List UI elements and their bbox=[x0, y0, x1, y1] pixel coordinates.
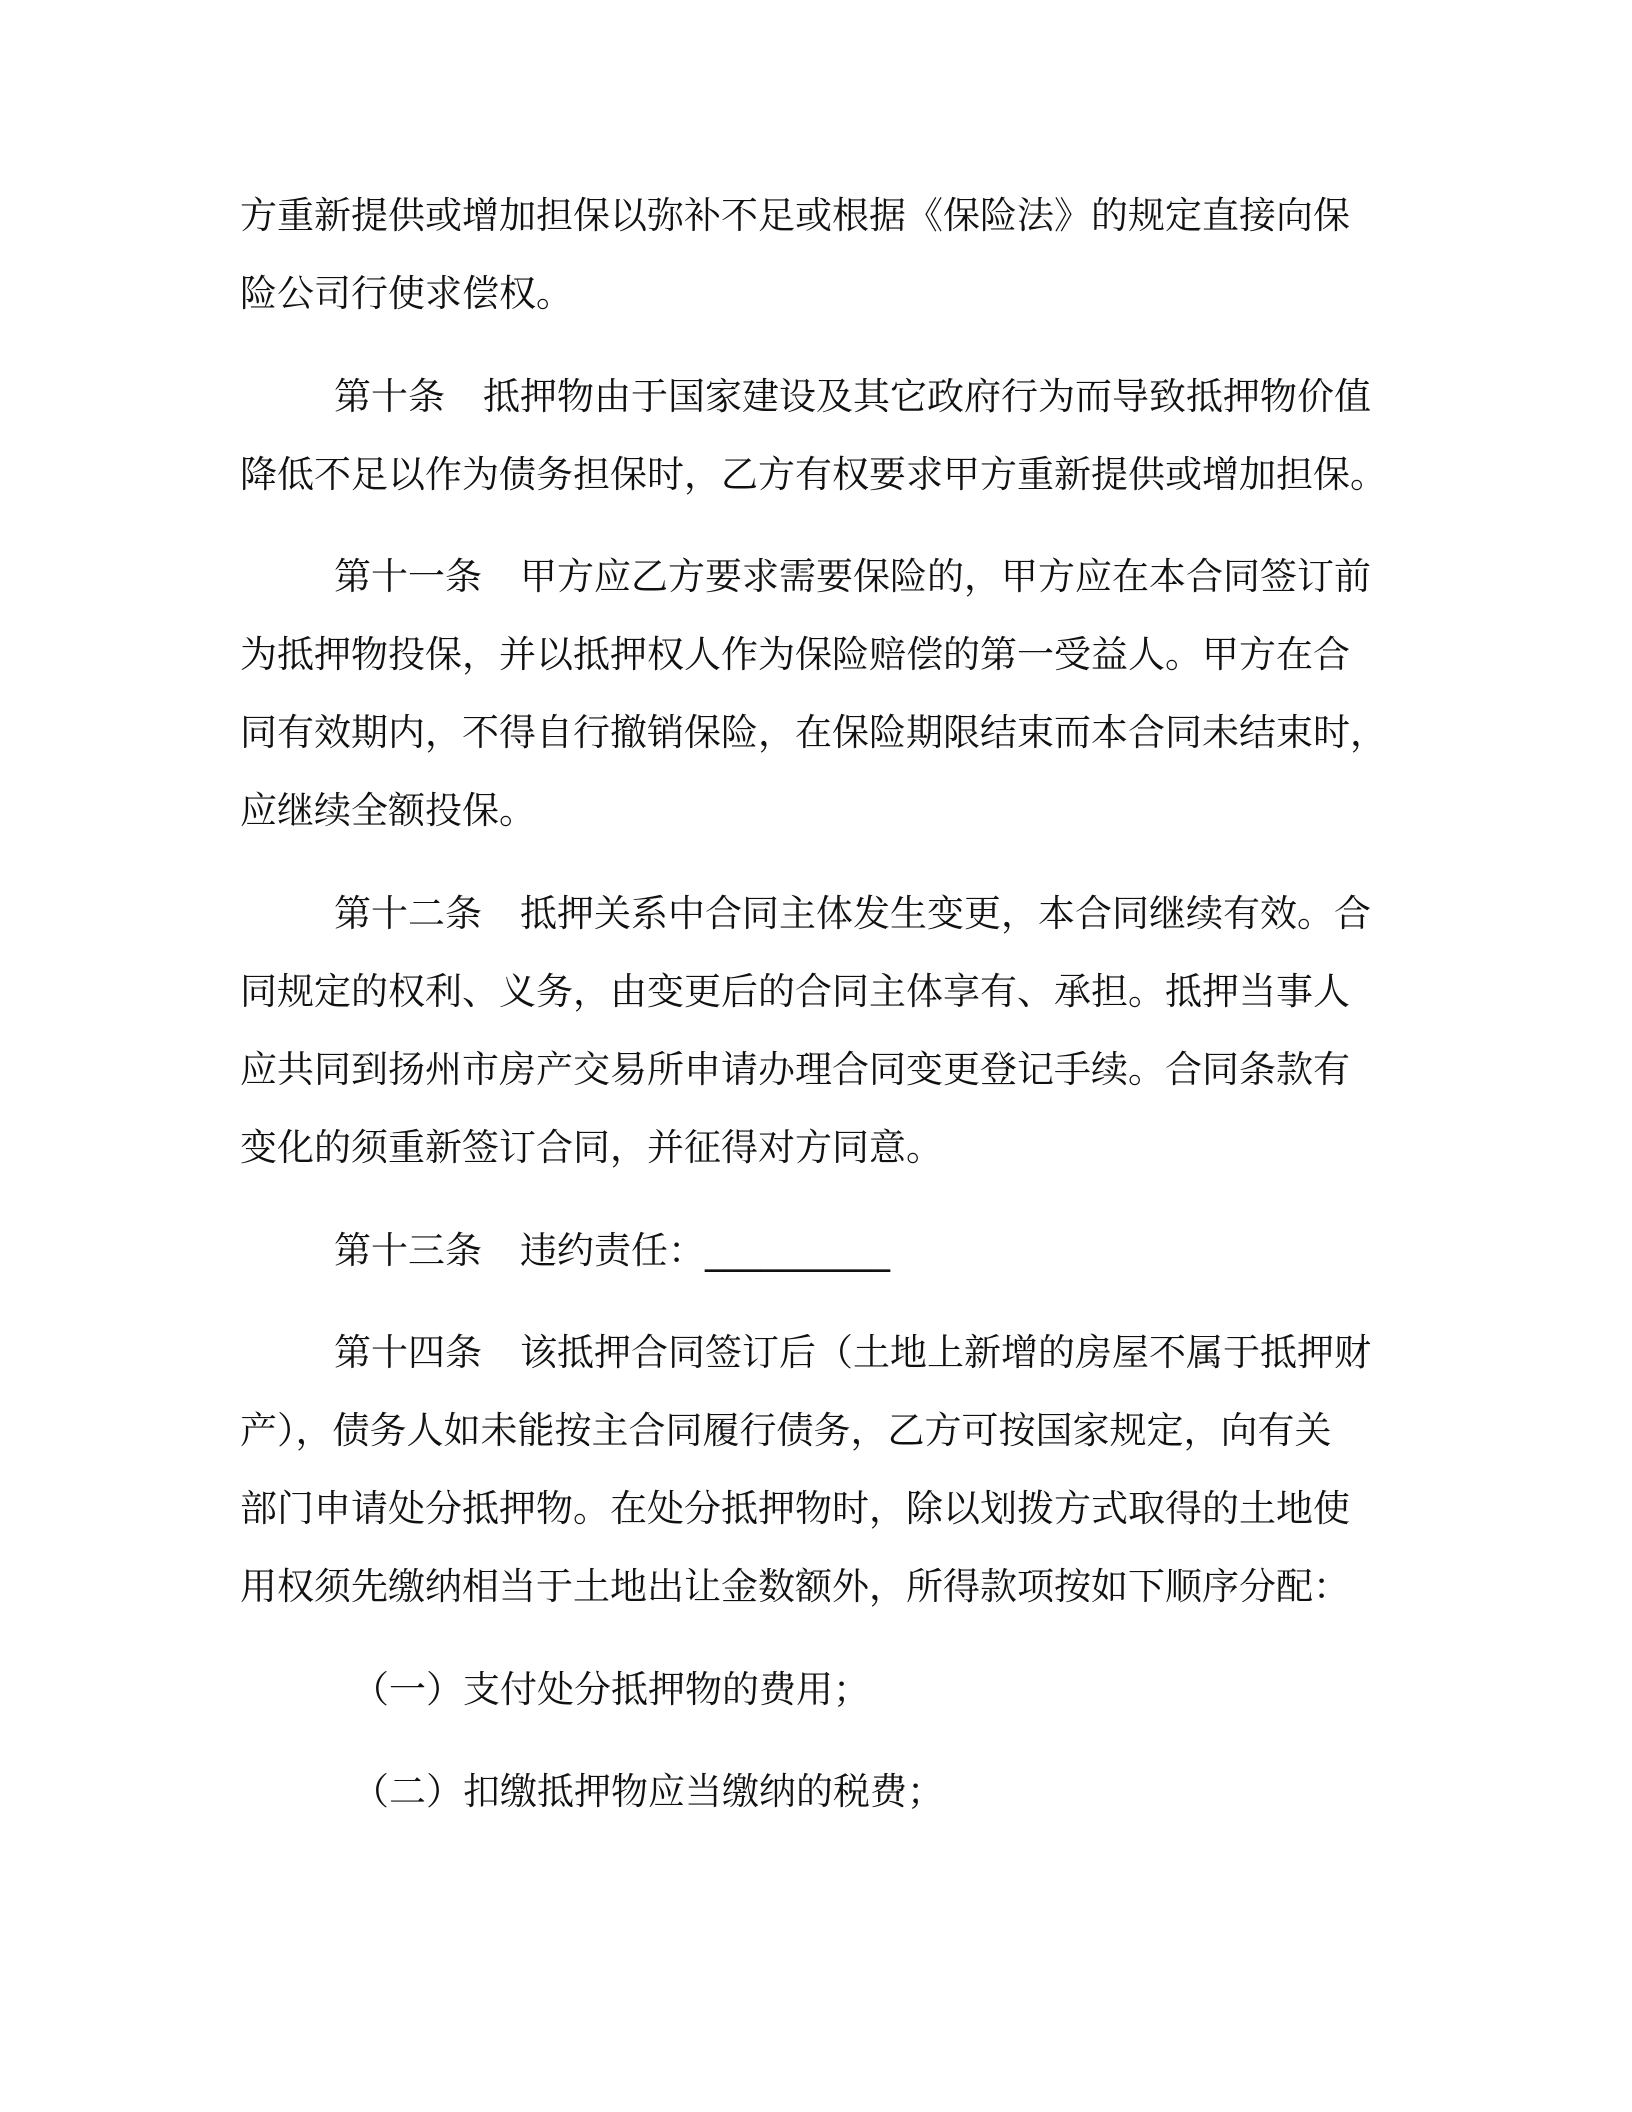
paragraph-line: 降低不足以作为债务担保时，乙方有权要求甲方重新提供或增加担保。 bbox=[240, 453, 1387, 496]
list-item: （一）支付处分抵押物的费用； bbox=[352, 1668, 870, 1711]
article-number: 第十二条 bbox=[334, 892, 482, 935]
paragraph-line: 变化的须重新签订合同，并征得对方同意。 bbox=[240, 1126, 943, 1169]
article-text: 甲方应乙方要求需要保险的，甲方应在本合同签订前 bbox=[520, 555, 1371, 598]
paragraph-line: 部门申请处分抵押物。在处分抵押物时，除以划拨方式取得的土地使 bbox=[240, 1487, 1350, 1530]
paragraph-line: 险公司行使求偿权。 bbox=[240, 272, 573, 315]
paragraph-line: 方重新提供或增加担保以弥补不足或根据《保险法》的规定直接向保 bbox=[240, 194, 1350, 237]
article-11-first-line bbox=[334, 555, 1371, 599]
article-10-first-line bbox=[334, 375, 1371, 419]
article-text: 违约责任：__________ bbox=[520, 1229, 890, 1272]
paragraph-line: 应继续全额投保。 bbox=[240, 789, 536, 832]
paragraph-line: 产），债务人如未能按主合同履行债务，乙方可按国家规定，向有关 bbox=[240, 1409, 1332, 1452]
article-14-first-line bbox=[334, 1331, 1371, 1375]
article-number: 第十一条 bbox=[334, 555, 482, 598]
article-text: 抵押关系中合同主体发生变更，本合同继续有效。合 bbox=[520, 892, 1371, 935]
article-number: 第十三条 bbox=[334, 1229, 482, 1272]
paragraph-line: 同规定的权利、义务，由变更后的合同主体享有、承担。抵押当事人 bbox=[240, 970, 1350, 1013]
article-number: 第十四条 bbox=[334, 1331, 482, 1374]
article-text: 抵押物由于国家建设及其它政府行为而导致抵押物价值 bbox=[483, 375, 1371, 418]
article-number: 第十条 bbox=[334, 375, 445, 418]
article-text: 该抵押合同签订后（土地上新增的房屋不属于抵押财 bbox=[520, 1331, 1371, 1374]
article-12-first-line bbox=[334, 892, 1371, 936]
paragraph-line: 同有效期内，不得自行撤销保险，在保险期限结束而本合同未结束时， bbox=[240, 711, 1387, 754]
article-13-line bbox=[334, 1229, 890, 1273]
paragraph-line: 应共同到扬州市房产交易所申请办理合同变更登记手续。合同条款有 bbox=[240, 1048, 1350, 1091]
paragraph-line: 用权须先缴纳相当于土地出让金数额外，所得款项按如下顺序分配： bbox=[240, 1565, 1350, 1608]
paragraph-line: 为抵押物投保，并以抵押权人作为保险赔偿的第一受益人。甲方在合 bbox=[240, 633, 1350, 676]
list-item: （二）扣缴抵押物应当缴纳的税费； bbox=[352, 1770, 944, 1813]
